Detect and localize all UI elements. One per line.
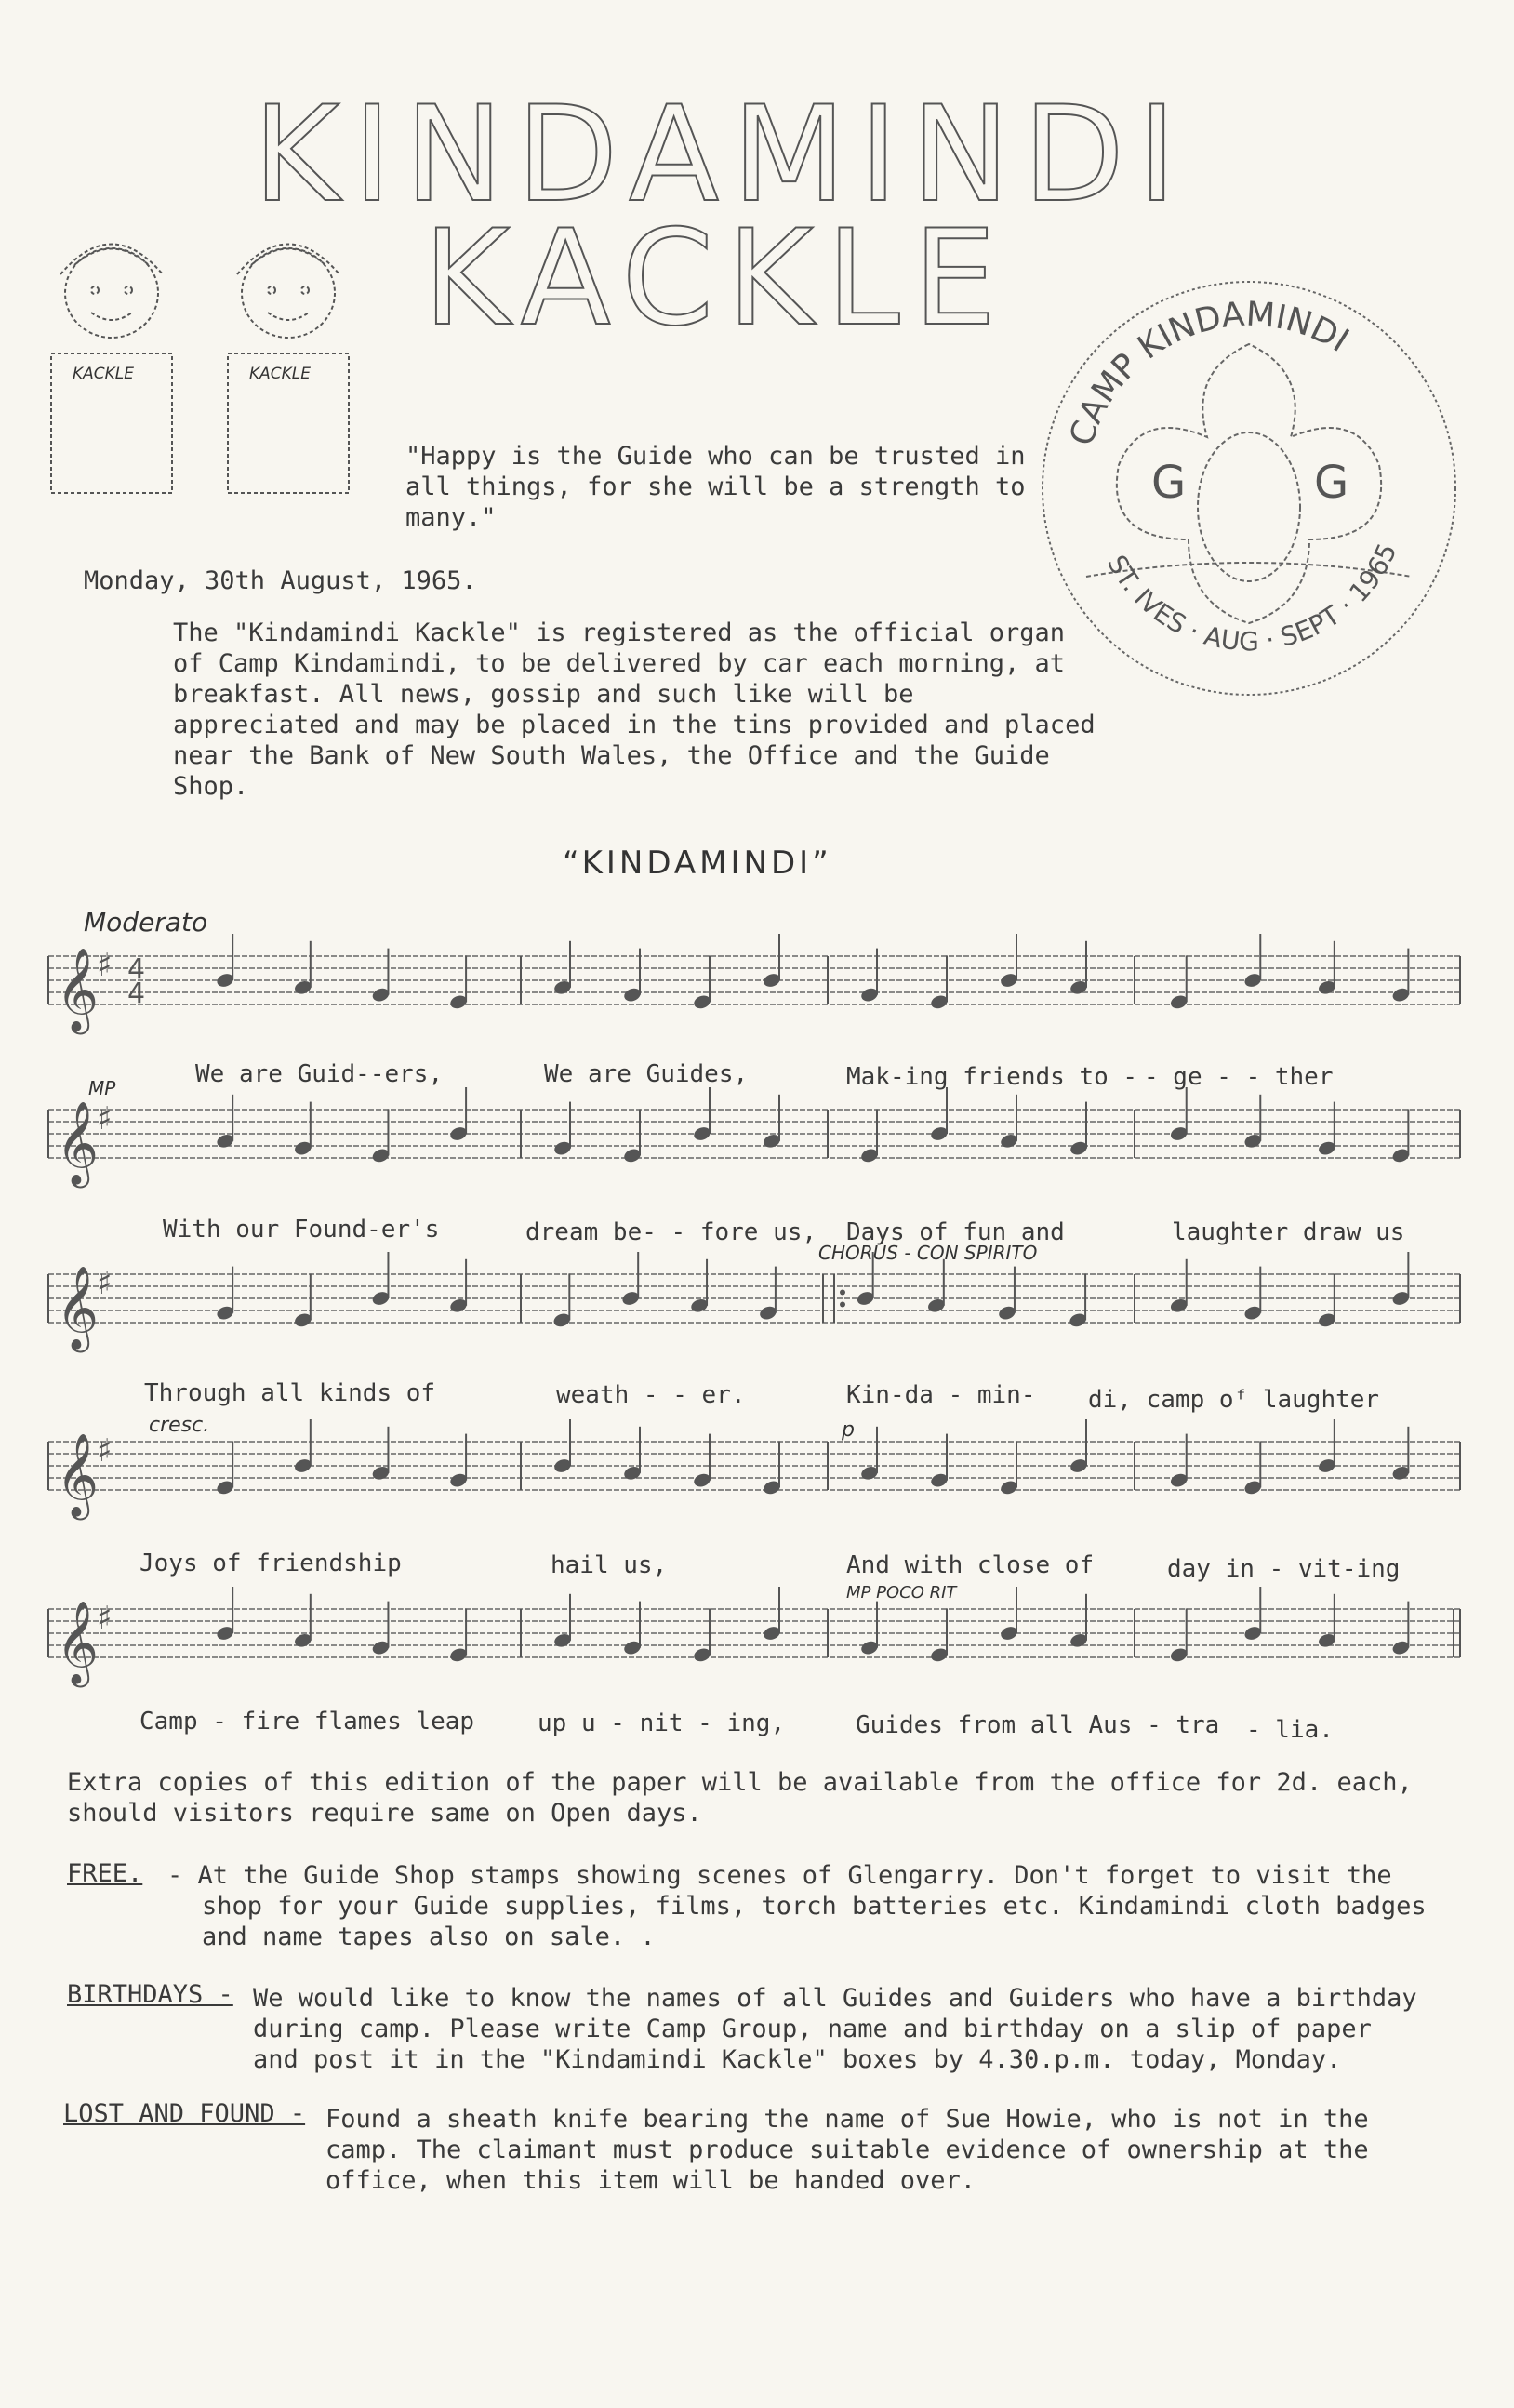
motto-line: many." [405,503,497,532]
lost-found-line: Found a sheath knife bearing the name of Sue Howie, who is not in the [325,2105,1369,2134]
repeat-dot [840,1302,845,1308]
lyric: dream be- - fore us, [525,1218,817,1246]
key-signature-sharp: ♯ [97,947,113,984]
cresc-marking: cresc. [149,1414,210,1437]
lyric: With our Found-er's [163,1216,440,1244]
lyric: Kin-da - min- [846,1381,1036,1409]
lost-found-text [325,2104,1369,2196]
lyric: up u - nit - ing, [538,1710,786,1737]
lost-found-label: LOST AND FOUND - [63,2099,306,2128]
key-signature-sharp: ♯ [97,1600,113,1637]
emblem-bottom-text: ST. IVES · AUG · SEPT · 1965 [1101,539,1403,658]
treble-clef: 𝄞 [56,1266,100,1350]
dynamic-mp-1: MP [88,1077,116,1099]
free-line: - At the Guide Shop stamps showing scenes of Glengarry. Don't forget to visit the [167,1861,1392,1890]
extra-copies-note [67,1767,1413,1829]
treble-clef: 𝄞 [56,948,100,1031]
masthead-title-line2: KACKLE [423,202,1010,355]
emblem-right-letter: G [1314,457,1349,509]
birthdays-line: We would like to know the names of all Guides and Guiders who have a birthday [253,1984,1417,2013]
lyric: weath - - er. [556,1381,746,1409]
extra-line: should visitors require same on Open days. [67,1799,702,1828]
free-line: and name tapes also on sale. . [202,1922,656,1951]
lyric: And with close of [846,1551,1095,1579]
key-signature-sharp: ♯ [97,1265,113,1302]
chorus-marking: CHORUS - CON SPIRITO [818,1242,1038,1264]
intro-line: Shop. [173,772,249,801]
lyric: laughter draw us [1172,1218,1405,1246]
treble-clef: 𝄞 [56,1433,100,1517]
emblem-left-letter: G [1151,457,1187,509]
time-signature-top: 4 [127,953,146,986]
sign-right-label: KACKLE [249,365,312,383]
lyric: day in - vit-ing [1167,1555,1401,1583]
lyric: We are Guid--ers, [195,1060,444,1088]
lyric: Through all kinds of [144,1379,436,1407]
key-signature-sharp: ♯ [97,1432,113,1470]
treble-clef: 𝄞 [56,1101,100,1185]
lost-found-line: camp. The claimant must produce suitable evidence of ownership at the [325,2135,1369,2164]
intro-line: of Camp Kindamindi, to be delivered by car each morning, at [173,649,1066,678]
free-line: shop for your Guide supplies, films, torch batteries etc. Kindamindi cloth badges [202,1892,1427,1921]
song-title: “KINDAMINDI” [563,845,832,882]
motto-line: "Happy is the Guide who can be trusted in [405,442,1026,471]
intro-line: The "Kindamindi Kackle" is registered as the official organ [173,619,1066,647]
intro-line: breakfast. All news, gossip and such like will be [173,680,914,709]
intro-line: near the Bank of New South Wales, the Office and the Guide [173,741,1050,770]
lyric: di, camp oᶠ laughter [1088,1386,1380,1414]
birthdays-line: during camp. Please write Camp Group, name and birthday on a slip of paper [253,2015,1372,2043]
lyric: - lia. [1246,1716,1334,1744]
dynamic-mp-poco-rit: MP POCO RIT [846,1583,957,1603]
lyric: Camp - fire flames leap [139,1708,475,1736]
free-text [167,1860,1427,1952]
lyric: We are Guides, [544,1060,749,1088]
lost-found-line: office, when this item will be handed over. [325,2166,976,2195]
birthdays-line: and post it in the "Kindamindi Kackle" boxes by 4.30.p.m. today, Monday. [253,2045,1342,2074]
extra-line: Extra copies of this edition of the paper will be available from the office for 2d. each, [67,1768,1413,1797]
lyric: Joys of friendship [139,1550,402,1577]
dynamic-p: p [842,1418,855,1442]
masthead-title-line1: KINDAMINDI [253,78,1190,232]
lyric: Mak-ing friends to - [846,1063,1138,1091]
lyric: hail us, [551,1551,668,1579]
time-signature-bottom: 4 [127,978,146,1010]
key-signature-sharp: ♯ [97,1100,113,1137]
free-label: FREE. [67,1859,143,1888]
treble-clef: 𝄞 [56,1601,100,1684]
sign-left-label: KACKLE [73,365,135,383]
motto-line: all things, for she will be a strength to [405,472,1026,501]
intro-line: appreciated and may be placed in the tins provided and placed [173,711,1096,739]
issue-date: Monday, 30th August, 1965. [84,566,477,595]
lyric: Guides from all Aus - tra [856,1711,1220,1739]
emblem-top-text: CAMP KINDAMINDI [1062,295,1356,451]
lyric: Days of fun and [846,1218,1065,1246]
birthdays-label: BIRTHDAYS - [67,1980,233,2009]
lyric: - ge - - ther [1144,1063,1334,1091]
repeat-dot [840,1290,845,1296]
tempo-marking: Moderato [84,907,208,938]
birthdays-text [253,1983,1417,2075]
